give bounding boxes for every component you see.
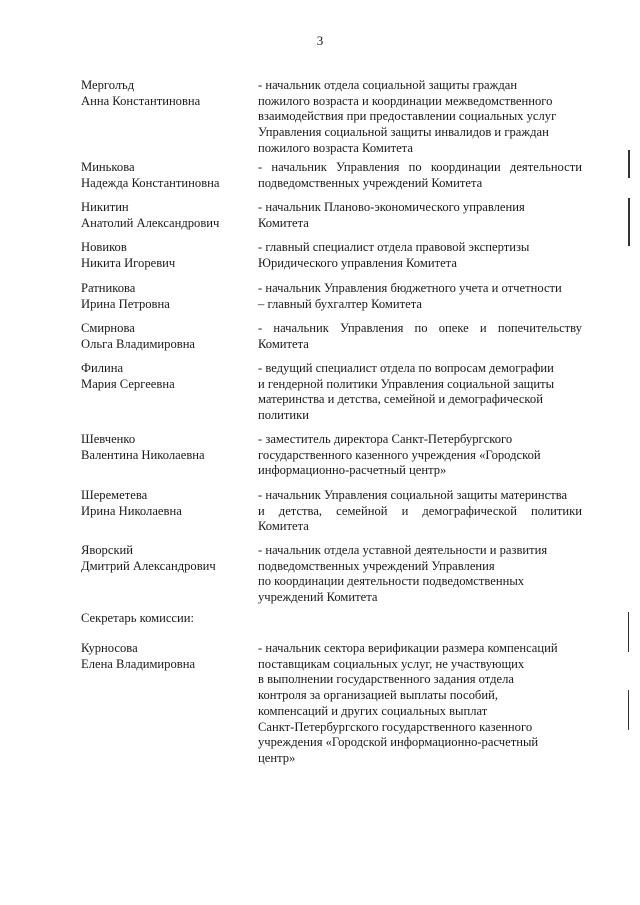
position-line: - начальник Управления бюджетного учета и отчетности [258, 281, 562, 295]
member-position [258, 543, 582, 606]
member-position [258, 361, 582, 424]
member-given-names: Валентина Николаевна [81, 447, 205, 462]
position-line: учреждений Комитета [258, 590, 378, 605]
member-surname: Ратникова [81, 281, 136, 295]
position-line: - начальник Планово-экономического управления [258, 200, 525, 214]
member-surname: Яворский [81, 543, 134, 557]
member-given-names: Ирина Николаевна [81, 503, 182, 518]
position-line: Комитета [258, 215, 309, 230]
member-surname: Курносова [81, 641, 138, 655]
position-line: - главный специалист отдела правовой экспертизы [258, 240, 530, 254]
scan-edge-mark [628, 612, 629, 652]
scan-edge-mark [628, 198, 630, 246]
scan-edge-mark [628, 690, 629, 730]
position-line: компенсаций и других социальных выплат [258, 703, 488, 718]
member-surname: Никитин [81, 200, 129, 214]
member-given-names: Никита Игоревич [81, 255, 176, 270]
member-name [81, 641, 251, 672]
position-line: и детства, семейной и демографической политики [258, 503, 582, 518]
member-given-names: Анатолий Александрович [81, 215, 220, 230]
position-line: пожилого возраста и координации межведомственного [258, 93, 553, 108]
position-line: Комитета [258, 336, 309, 351]
member-given-names: Мария Сергеевна [81, 376, 175, 391]
position-line: - начальник Управления по координации деятельности [258, 160, 582, 174]
member-position [258, 321, 582, 352]
member-position [258, 240, 582, 271]
member-given-names: Ольга Владимировна [81, 336, 196, 351]
member-given-names: Елена Владимировна [81, 656, 196, 671]
member-position [258, 200, 582, 231]
scan-edge-mark [628, 150, 630, 178]
member-given-names: Дмитрий Александрович [81, 558, 216, 573]
position-line: – главный бухгалтер Комитета [258, 296, 422, 311]
page-number: 3 [316, 33, 324, 48]
member-name [81, 543, 251, 574]
position-line: информационно-расчетный центр» [258, 463, 447, 478]
position-line: государственного казенного учреждения «Городской [258, 447, 541, 462]
position-line: - ведущий специалист отдела по вопросам демографии [258, 361, 554, 375]
position-line: Управления социальной защиты инвалидов и граждан [258, 125, 549, 140]
position-line: Юридического управления Комитета [258, 255, 457, 270]
position-line: - начальник Управления по опеке и попечительству [258, 321, 582, 335]
member-position [258, 281, 582, 312]
member-name [81, 432, 251, 463]
position-line: - заместитель директора Санкт-Петербургского [258, 432, 513, 446]
member-name [81, 361, 251, 392]
member-name [81, 488, 251, 519]
member-name [81, 281, 251, 312]
position-line: - начальник Управления социальной защиты материнства [258, 488, 568, 502]
member-surname: Минькова [81, 160, 135, 174]
position-line: подведомственных учреждений Комитета [258, 175, 483, 190]
position-line: и гендерной политики Управления социальной защиты [258, 376, 555, 391]
member-surname: Новиков [81, 240, 127, 254]
position-line: подведомственных учреждений Управления [258, 558, 495, 573]
member-position [258, 432, 582, 479]
member-surname: Смирнова [81, 321, 135, 335]
member-position [258, 160, 582, 191]
member-surname: Шевченко [81, 432, 136, 446]
position-line: центр» [258, 750, 296, 765]
member-surname: Филина [81, 361, 124, 375]
member-name [81, 160, 251, 191]
member-given-names: Надежда Константиновна [81, 175, 220, 190]
position-line: взаимодействия при предоставлении социальных услуг [258, 109, 557, 124]
position-line: контроля за организацией выплаты пособий, [258, 688, 498, 703]
member-position [258, 78, 582, 157]
member-given-names: Ирина Петровна [81, 296, 170, 311]
position-line: - начальник сектора верификации размера компенсаций [258, 641, 558, 655]
member-given-names: Анна Константиновна [81, 93, 201, 108]
member-surname: Мерголъд [81, 78, 135, 92]
member-name [81, 200, 251, 231]
position-line: - начальник отдела уставной деятельности и развития [258, 543, 548, 557]
position-line: по координации деятельности подведомственных [258, 574, 525, 589]
position-line: в выполнении государственного задания отдела [258, 672, 514, 687]
position-line: Комитета [258, 519, 309, 534]
position-line: - начальник отдела социальной защиты граждан [258, 78, 518, 92]
member-position [258, 641, 582, 767]
secretary-heading: Секретарь комиссии: [81, 611, 194, 625]
member-name [81, 240, 251, 271]
member-name [81, 321, 251, 352]
member-name [81, 78, 251, 109]
member-position [258, 488, 582, 535]
position-line: материнства и детства, семейной и демографической [258, 392, 543, 407]
position-line: пожилого возраста Комитета [258, 140, 413, 155]
position-line: Санкт-Петербургского государственного казенного [258, 719, 533, 734]
member-surname: Шереметева [81, 488, 148, 502]
position-line: поставщикам социальных услуг, не участвующих [258, 656, 525, 671]
position-line: учреждения «Городской информационно-расчетный [258, 735, 539, 750]
position-line: политики [258, 408, 309, 423]
